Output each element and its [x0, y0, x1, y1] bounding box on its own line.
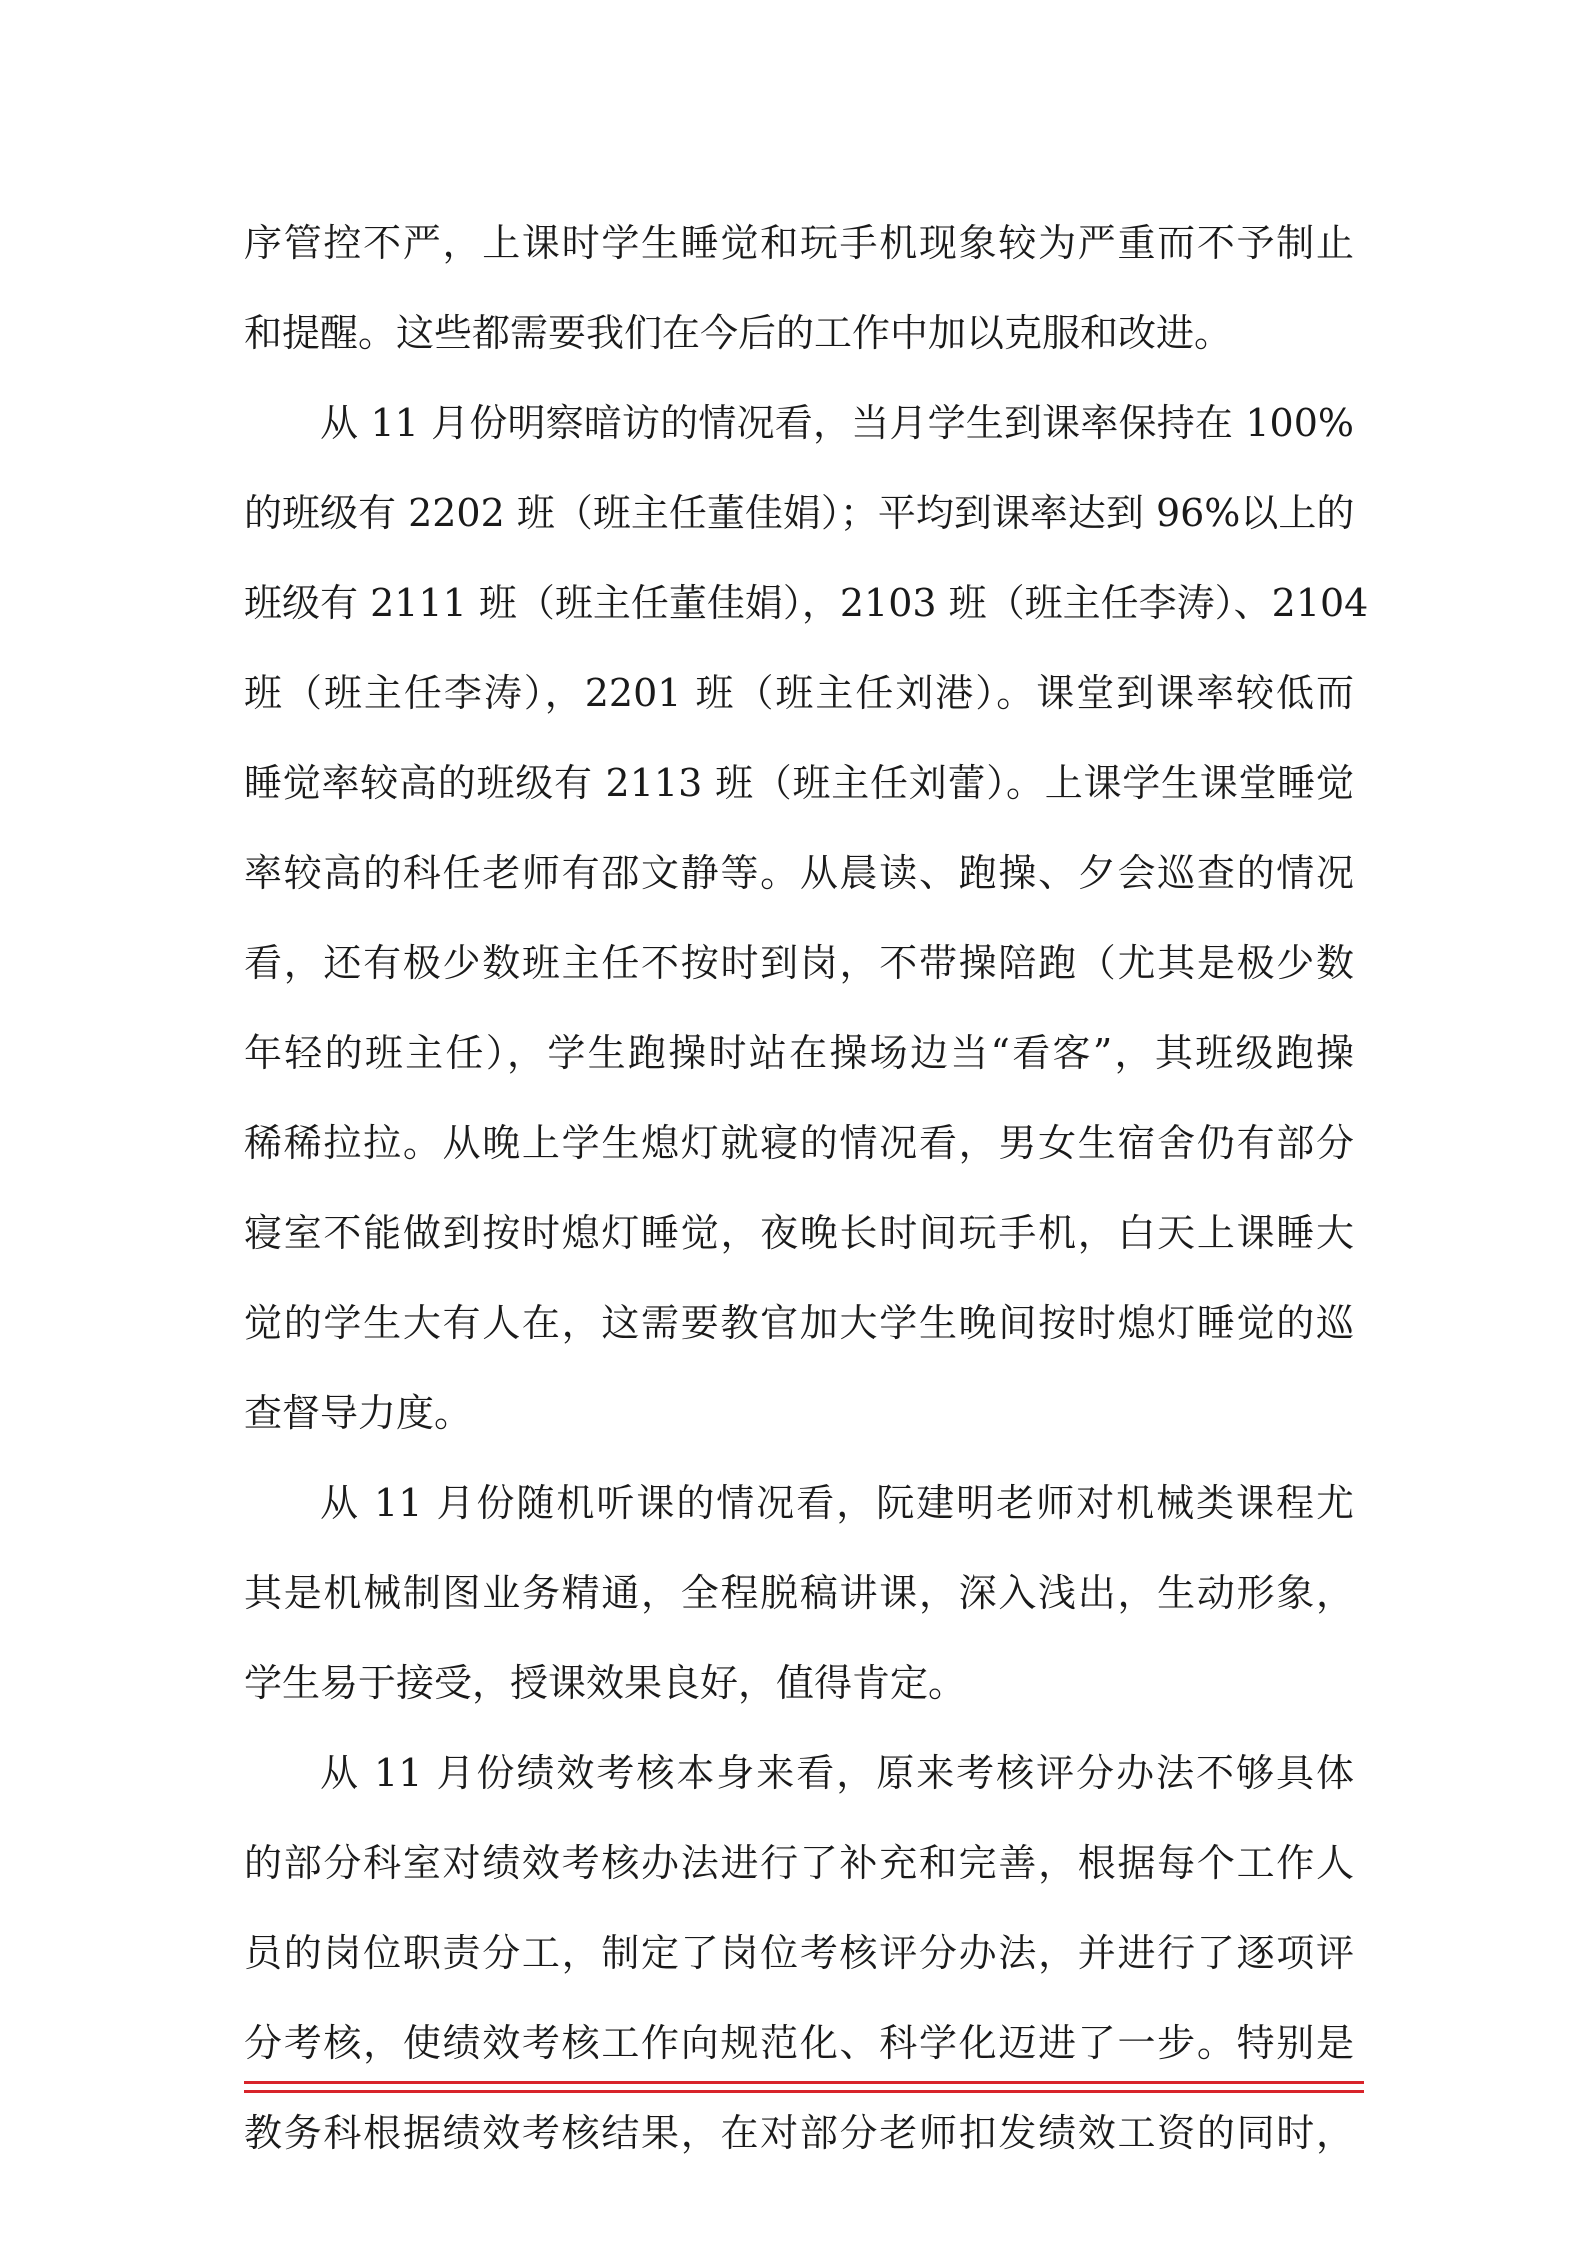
body-text — [244, 198, 1369, 2178]
footer-rule-bottom — [244, 2090, 1364, 2093]
text-line: 其是机械制图业务精通，全程脱稿讲课，深入浅出，生动形象， — [244, 1571, 1354, 1615]
text-line: 年轻的班主任），学生跑操时站在操场边当“看客”，其班级跑操 — [244, 1031, 1354, 1075]
text-line: 的部分科室对绩效考核办法进行了补充和完善，根据每个工作人 — [244, 1841, 1354, 1885]
text-line: 班（班主任李涛），2201 班（班主任刘港）。课堂到课率较低而 — [244, 671, 1354, 715]
text-line: 寝室不能做到按时熄灯睡觉，夜晚长时间玩手机，白天上课睡大 — [244, 1211, 1354, 1255]
text-line: 序管控不严，上课时学生睡觉和玩手机现象较为严重而不予制止 — [244, 221, 1354, 265]
text-line: 稀稀拉拉。从晚上学生熄灯就寝的情况看，男女生宿舍仍有部分 — [244, 1121, 1354, 1165]
text-line: 班级有 2111 班（班主任董佳娟），2103 班（班主任李涛）、2104 — [244, 581, 1369, 625]
text-line: 和提醒。这些都需要我们在今后的工作中加以克服和改进。 — [244, 311, 1233, 355]
text-line: 教务科根据绩效考核结果，在对部分老师扣发绩效工资的同时， — [244, 2111, 1354, 2155]
text-line: 查督导力度。 — [244, 1391, 473, 1435]
text-line: 从 11 月份明察暗访的情况看，当月学生到课率保持在 100% — [320, 401, 1354, 445]
text-line: 从 11 月份随机听课的情况看，阮建明老师对机械类课程尤 — [320, 1481, 1354, 1525]
text-line: 的班级有 2202 班（班主任董佳娟）；平均到课率达到 96%以上的 — [244, 491, 1355, 535]
text-line: 率较高的科任老师有邵文静等。从晨读、跑操、夕会巡查的情况 — [244, 851, 1354, 895]
text-line: 睡觉率较高的班级有 2113 班（班主任刘蕾）。上课学生课堂睡觉 — [244, 761, 1354, 805]
text-line: 员的岗位职责分工，制定了岗位考核评分办法，并进行了逐项评 — [244, 1931, 1354, 1975]
footer-rule-top — [244, 2081, 1364, 2084]
text-line: 看，还有极少数班主任不按时到岗，不带操陪跑（尤其是极少数 — [244, 941, 1354, 985]
text-line: 从 11 月份绩效考核本身来看，原来考核评分办法不够具体 — [320, 1751, 1354, 1795]
text-line: 学生易于接受，授课效果良好，值得肯定。 — [244, 1661, 967, 1705]
text-line: 觉的学生大有人在，这需要教官加大学生晚间按时熄灯睡觉的巡 — [244, 1301, 1354, 1345]
text-line: 分考核，使绩效考核工作向规范化、科学化迈进了一步。特别是 — [244, 2021, 1354, 2065]
